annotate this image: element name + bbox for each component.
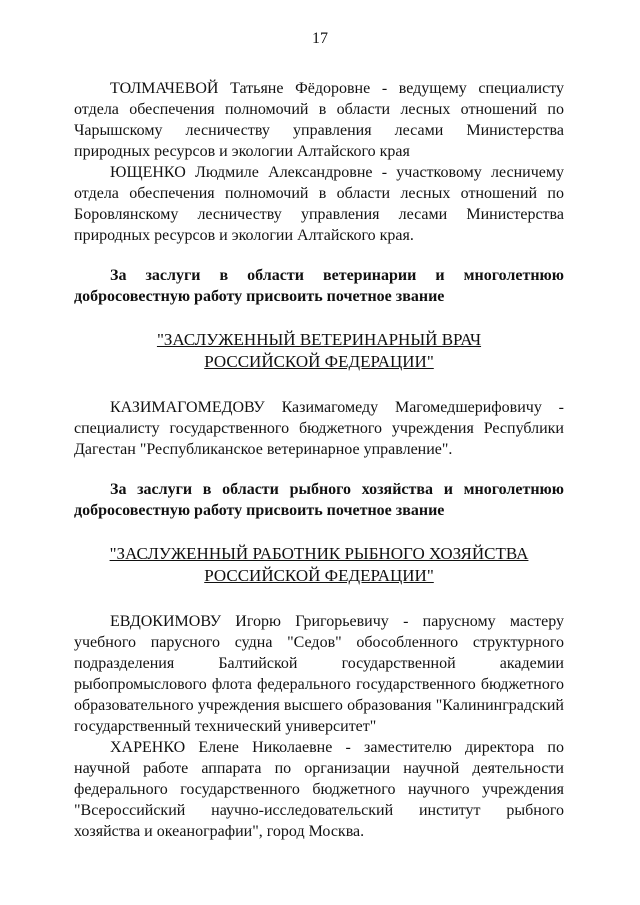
document-body: [74, 78, 564, 842]
award-recipient-paragraph: ТОЛМАЧЕВОЙ Татьяне Фёдоровне - ведущему специалисту отдела обеспечения полномочий в области лесных отношений по Чарышскому лесничеству управления лесами Министерства природных ресурсов и экологии Алтайского края: [74, 80, 564, 160]
honorary-title-line: РОССИЙСКОЙ ФЕДЕРАЦИИ": [204, 352, 434, 371]
award-recipient-paragraph: ЮЩЕНКО Людмиле Александровне - участковому лесничему отдела обеспечения полномочий в области лесных отношений по Боровлянскому лесничеству управления лесами Министерства природных ресурсов и экологии Алтайского края.: [74, 164, 564, 244]
page-number: 17: [312, 30, 328, 47]
honorary-title-line: "ЗАСЛУЖЕННЫЙ ВЕТЕРИНАРНЫЙ ВРАЧ: [156, 330, 482, 349]
award-reason-heading: За заслуги в области ветеринарии и многолетнюю добросовестную работу присвоить почетное звание: [74, 267, 564, 305]
honorary-title: [74, 543, 564, 587]
award-recipient-paragraph: ЕВДОКИМОВУ Игорю Григорьевичу - парусному мастеру учебного парусного судна "Седов" обособленного структурного подразделения Балтийской государственной академии рыбопромыслового флота федерального государственного бюджетного образовательного учреждения высшего образования "Калининградский государственный технический университет": [74, 613, 564, 735]
award-reason-heading: За заслуги в области рыбного хозяйства и многолетнюю добросовестную работу присвоить почетное звание: [74, 481, 564, 519]
honorary-title: [74, 329, 564, 373]
award-recipient-paragraph: КАЗИМАГОМЕДОВУ Казимагомеду Магомедшерифовичу - специалисту государственного бюджетного учреждения Республики Дагестан "Республиканское ветеринарное управление".: [74, 399, 564, 458]
honorary-title-line: РОССИЙСКОЙ ФЕДЕРАЦИИ": [204, 566, 434, 585]
honorary-title-line: "ЗАСЛУЖЕННЫЙ РАБОТНИК РЫБНОГО ХОЗЯЙСТВА: [109, 544, 529, 563]
award-recipient-paragraph: ХАРЕНКО Елене Николаевне - заместителю директора по научной работе аппарата по организации научной деятельности федерального государственного бюджетного научного учреждения "Всероссийский научно-исследовательский институт рыбного хозяйства и океанографии", город Москва.: [74, 739, 564, 840]
